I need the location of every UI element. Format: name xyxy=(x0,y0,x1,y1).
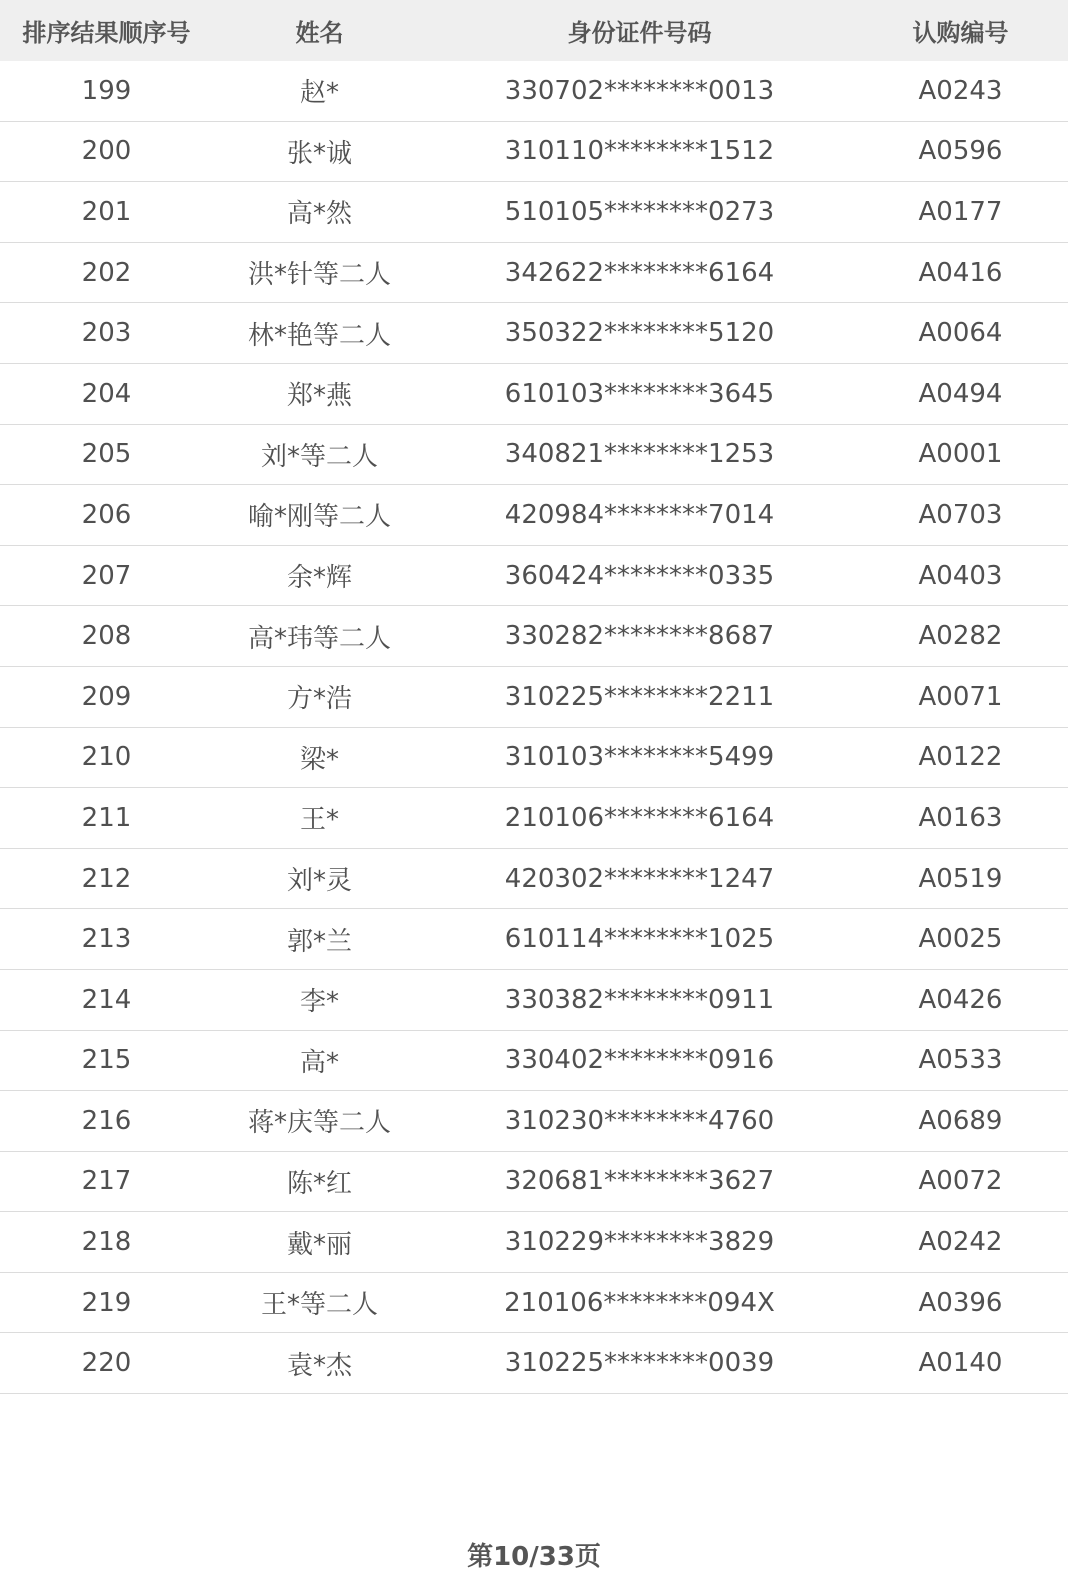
subscription-number-cell: A0163 xyxy=(918,802,1003,833)
subscription-number-cell: A0519 xyxy=(918,863,1003,894)
table-row xyxy=(0,1152,1068,1213)
id-number-cell: 310230********4760 xyxy=(504,1105,775,1136)
rank-cell: 204 xyxy=(81,378,132,409)
name-cell: 高* xyxy=(299,1047,339,1078)
subscription-number-cell: A0122 xyxy=(918,742,1003,773)
header-subscription-number: 认购编号 xyxy=(912,19,1009,47)
header-name: 姓名 xyxy=(295,19,344,47)
subscription-number-cell: A0396 xyxy=(918,1287,1003,1318)
table-row xyxy=(0,122,1068,183)
rank-cell: 201 xyxy=(81,196,132,227)
name-cell: 高*玮等二人 xyxy=(247,623,391,654)
rank-cell: 209 xyxy=(81,681,132,712)
subscription-number-cell: A0243 xyxy=(918,75,1003,106)
rank-cell: 219 xyxy=(81,1287,132,1318)
id-number-cell: 350322********5120 xyxy=(504,318,775,349)
name-cell: 高*然 xyxy=(286,199,352,230)
rank-cell: 211 xyxy=(81,802,132,833)
rank-cell: 218 xyxy=(81,1227,132,1258)
name-cell: 戴*丽 xyxy=(286,1229,352,1260)
header-rank: 排序结果顺序号 xyxy=(22,19,191,47)
table-row xyxy=(0,849,1068,910)
rank-cell: 220 xyxy=(81,1348,132,1379)
subscription-number-cell: A0001 xyxy=(918,439,1003,470)
table-row xyxy=(0,909,1068,970)
name-cell: 袁*杰 xyxy=(286,1350,352,1381)
name-cell: 王* xyxy=(299,805,339,836)
subscription-number-cell: A0703 xyxy=(918,499,1003,530)
id-number-cell: 310229********3829 xyxy=(504,1227,775,1258)
subscription-number-cell: A0072 xyxy=(918,1166,1003,1197)
rank-cell: 212 xyxy=(81,863,132,894)
subscription-number-cell: A0071 xyxy=(918,681,1003,712)
rank-cell: 206 xyxy=(81,499,132,530)
name-cell: 蒋*庆等二人 xyxy=(247,1108,391,1139)
header-id-number: 身份证件号码 xyxy=(567,19,712,47)
name-cell: 张*诚 xyxy=(286,138,352,169)
table-row xyxy=(0,243,1068,304)
id-number-cell: 210106********6164 xyxy=(504,802,775,833)
rank-cell: 215 xyxy=(81,1045,132,1076)
id-number-cell: 310110********1512 xyxy=(504,136,775,167)
rank-cell: 216 xyxy=(81,1105,132,1136)
rank-cell: 208 xyxy=(81,621,132,652)
table-header xyxy=(0,0,1068,61)
table-row xyxy=(0,1273,1068,1334)
id-number-cell: 330702********0013 xyxy=(504,75,775,106)
name-cell: 陈*红 xyxy=(286,1168,352,1199)
table-row xyxy=(0,1212,1068,1273)
name-cell: 余*辉 xyxy=(286,563,352,594)
rank-cell: 202 xyxy=(81,257,132,288)
table-body xyxy=(0,61,1068,1394)
id-number-cell: 420984********7014 xyxy=(504,499,775,530)
table-row xyxy=(0,485,1068,546)
subscription-number-cell: A0596 xyxy=(918,136,1003,167)
table-row xyxy=(0,182,1068,243)
rank-cell: 200 xyxy=(81,136,132,167)
id-number-cell: 330402********0916 xyxy=(504,1045,775,1076)
page-indicator: 第10/33页 xyxy=(467,1542,601,1572)
name-cell: 刘*等二人 xyxy=(260,441,378,472)
name-cell: 赵* xyxy=(299,78,339,109)
table-row xyxy=(0,667,1068,728)
rank-cell: 207 xyxy=(81,560,132,591)
id-number-cell: 610114********1025 xyxy=(504,924,775,955)
name-cell: 方*浩 xyxy=(286,684,352,715)
subscription-number-cell: A0494 xyxy=(918,378,1003,409)
table-row xyxy=(0,303,1068,364)
name-cell: 洪*针等二人 xyxy=(247,260,391,291)
table-row xyxy=(0,1031,1068,1092)
subscription-number-cell: A0416 xyxy=(918,257,1003,288)
table-row xyxy=(0,1333,1068,1394)
name-cell: 林*艳等二人 xyxy=(247,320,391,351)
table-row xyxy=(0,970,1068,1031)
subscription-number-cell: A0064 xyxy=(918,318,1003,349)
table-row xyxy=(0,606,1068,667)
name-cell: 梁* xyxy=(299,744,339,775)
name-cell: 喻*刚等二人 xyxy=(247,502,391,533)
subscription-number-cell: A0403 xyxy=(918,560,1003,591)
id-number-cell: 210106********094X xyxy=(504,1287,775,1318)
subscription-number-cell: A0533 xyxy=(918,1045,1003,1076)
id-number-cell: 360424********0335 xyxy=(504,560,775,591)
subscription-number-cell: A0426 xyxy=(918,984,1003,1015)
table-row xyxy=(0,728,1068,789)
subscription-number-cell: A0242 xyxy=(918,1227,1003,1258)
name-cell: 李* xyxy=(299,987,339,1018)
rank-cell: 210 xyxy=(81,742,132,773)
table-row xyxy=(0,546,1068,607)
subscription-number-cell: A0689 xyxy=(918,1105,1003,1136)
table-row xyxy=(0,61,1068,122)
id-number-cell: 330282********8687 xyxy=(504,621,775,652)
table-row xyxy=(0,788,1068,849)
rank-cell: 214 xyxy=(81,984,132,1015)
rank-cell: 213 xyxy=(81,924,132,955)
subscription-number-cell: A0025 xyxy=(918,924,1003,955)
name-cell: 郑*燕 xyxy=(286,381,352,412)
table-row xyxy=(0,1091,1068,1152)
id-number-cell: 320681********3627 xyxy=(504,1166,775,1197)
id-number-cell: 342622********6164 xyxy=(504,257,775,288)
rank-cell: 203 xyxy=(81,318,132,349)
id-number-cell: 310103********5499 xyxy=(504,742,775,773)
name-cell: 刘*灵 xyxy=(286,866,352,897)
subscription-number-cell: A0140 xyxy=(918,1348,1003,1379)
id-number-cell: 310225********0039 xyxy=(504,1348,775,1379)
name-cell: 王*等二人 xyxy=(260,1290,378,1321)
name-cell: 郭*兰 xyxy=(286,926,352,957)
subscription-number-cell: A0282 xyxy=(918,621,1003,652)
id-number-cell: 610103********3645 xyxy=(504,378,775,409)
subscription-number-cell: A0177 xyxy=(918,196,1003,227)
rank-cell: 217 xyxy=(81,1166,132,1197)
rank-cell: 205 xyxy=(81,439,132,470)
rank-cell: 199 xyxy=(81,75,132,106)
id-number-cell: 420302********1247 xyxy=(504,863,775,894)
id-number-cell: 310225********2211 xyxy=(504,681,775,712)
id-number-cell: 340821********1253 xyxy=(504,439,775,470)
id-number-cell: 510105********0273 xyxy=(504,196,775,227)
id-number-cell: 330382********0911 xyxy=(504,984,775,1015)
table-row xyxy=(0,364,1068,425)
table-row xyxy=(0,425,1068,486)
